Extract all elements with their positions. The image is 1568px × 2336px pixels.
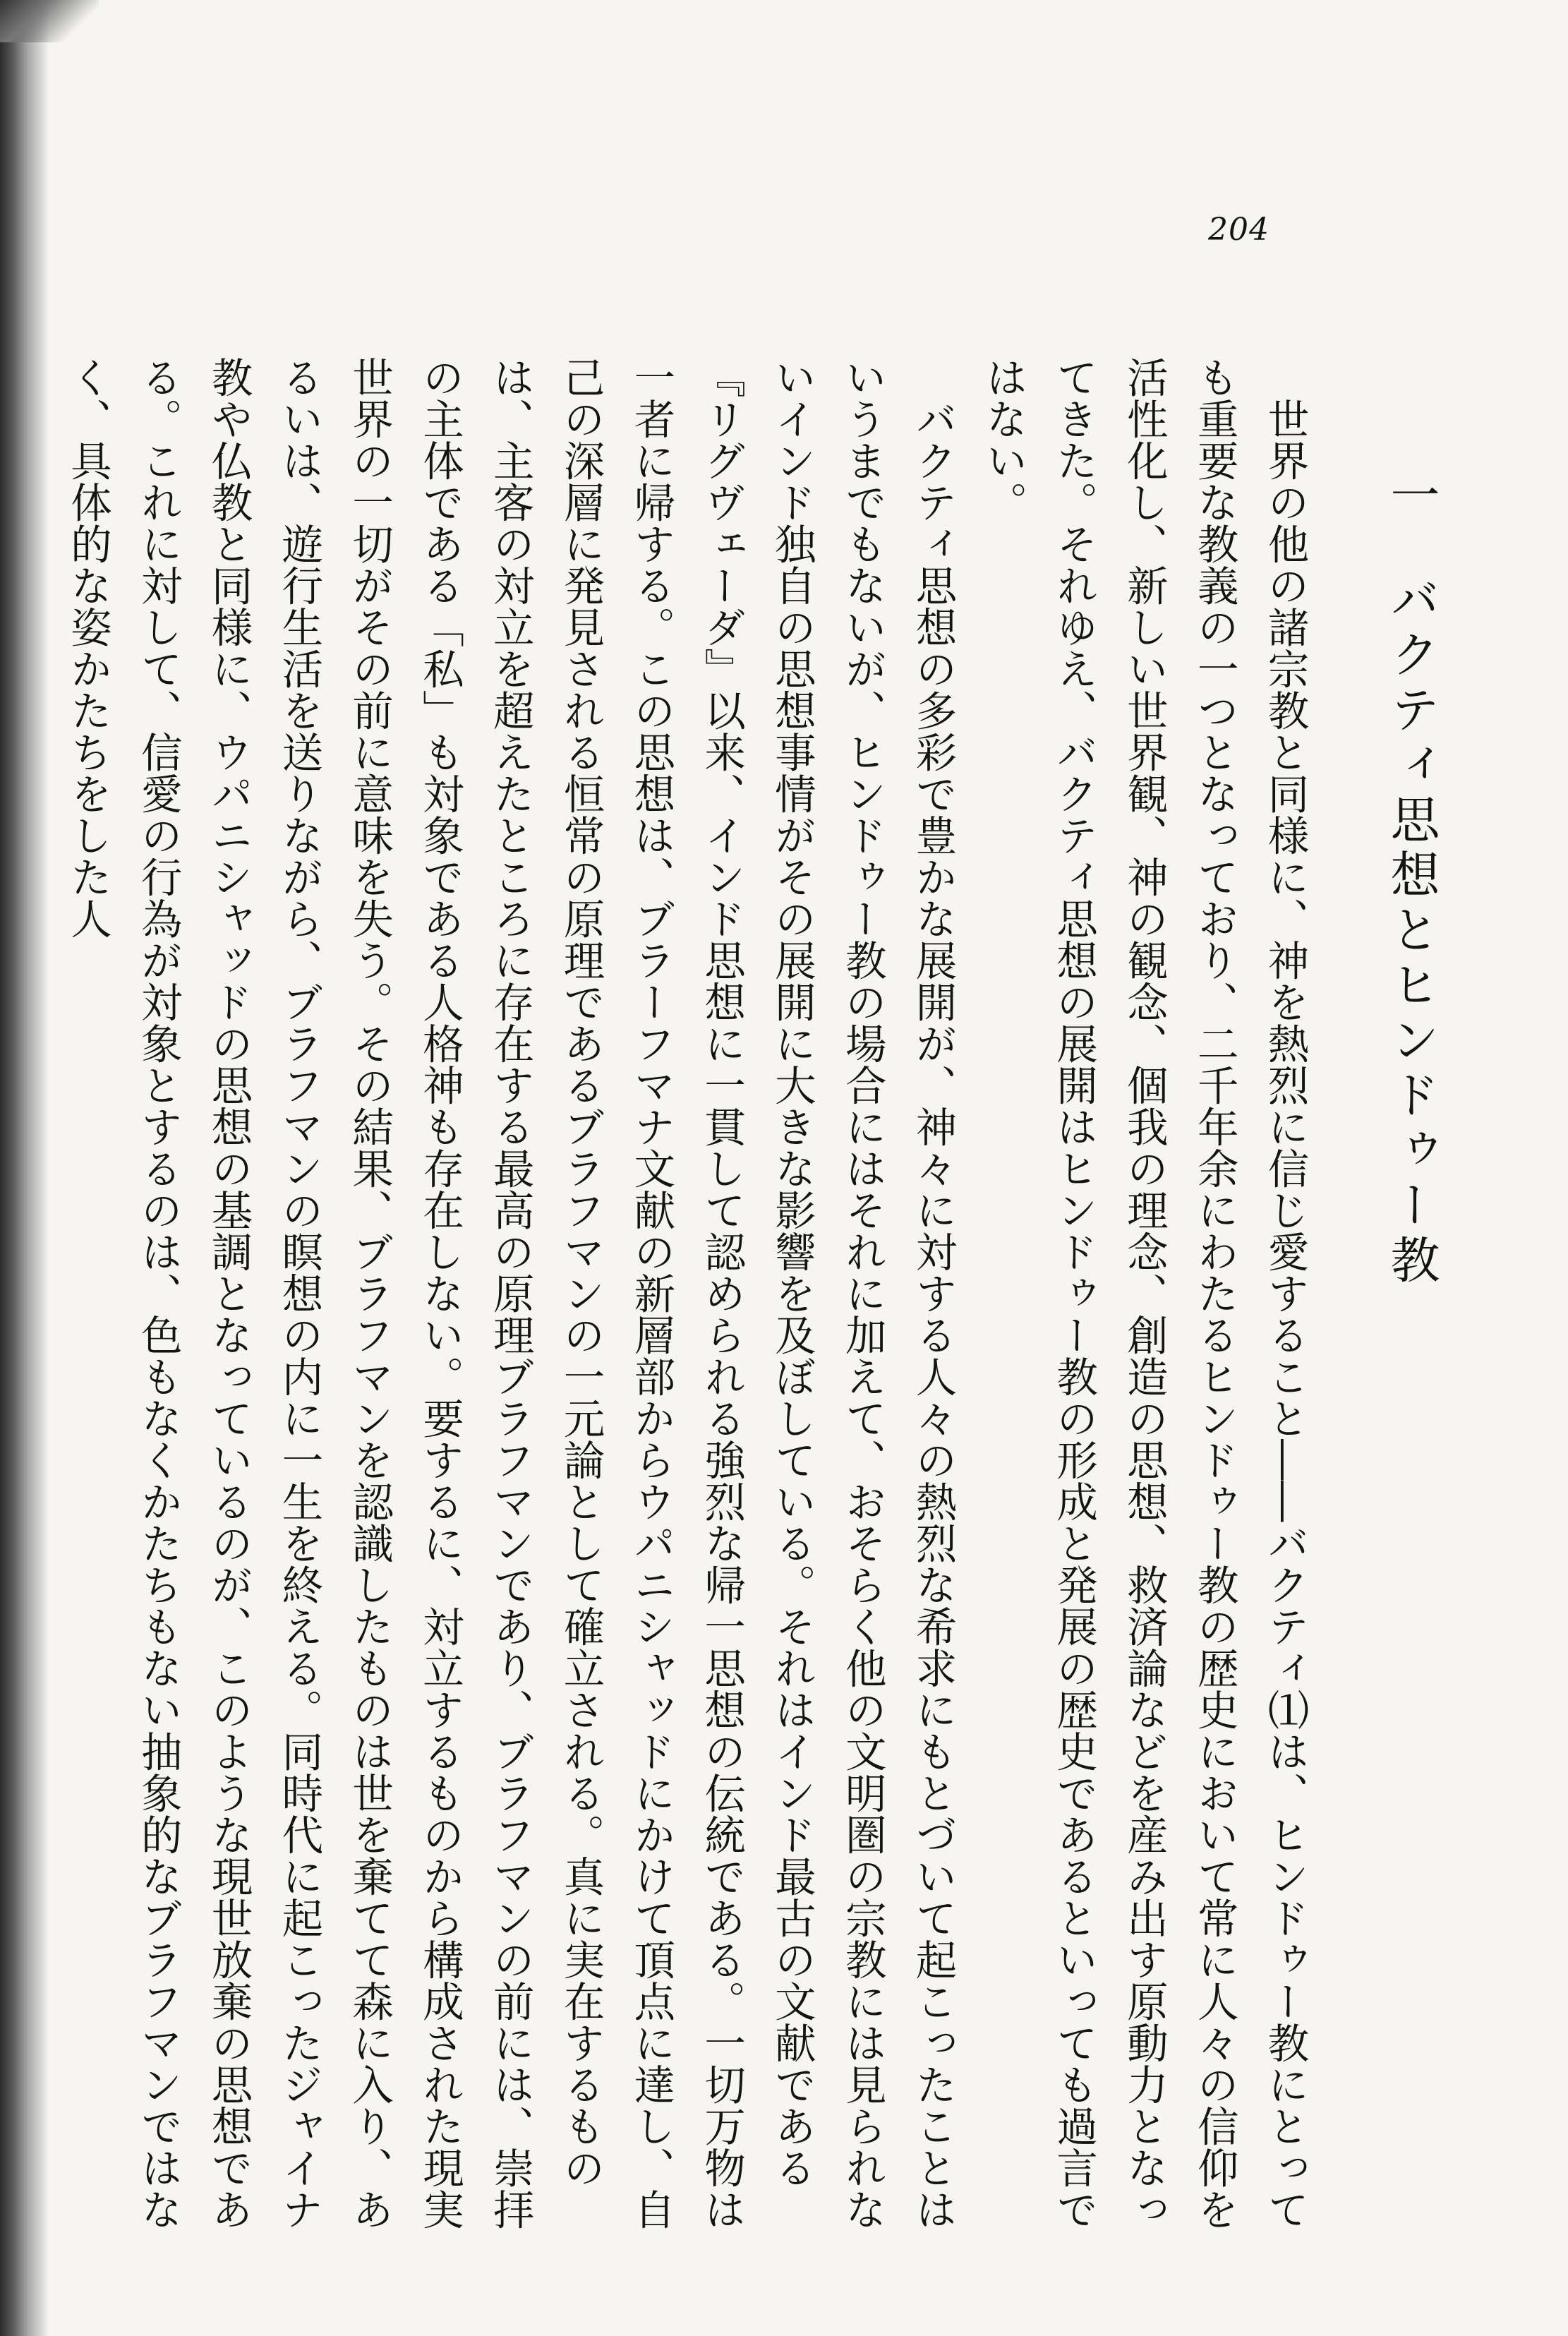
page-number: 204: [1208, 212, 1270, 248]
chapter-number: 一: [1382, 469, 1440, 524]
scan-corner-shadow: [0, 0, 99, 42]
paragraph-2: バクティ思想の多彩で豊かな展開が、神々に対する人々の熱烈な希求にもとづいて起こったことはいうまでもないが、ヒンドゥー教の場合にはそれに加えて、おそらく他の文明圏の宗教には見られないインド独自の思想事情がその展開に大きな影響を及ぼしている。それはインド最古の文献である『リグヴェーダ』以来、インド思想に一貫して認められる強烈な帰一思想の伝統である。一切万物は一者に帰する。この思想は、ブラーフマナ文献の新層部からウパニシャッドにかけて頂点に達し、自己の深層に発見される恒常の原理であるブラフマンの一元論として確立される。真に実在するものは、主客の対立を超えたところに存在する最高の原理ブラフマンであり、ブラフマンの前には、崇拝の主体である「私」も対象である人格神も存在しない。要するに、対立するものから構成された現実世界の一切がその前に意味を失う。その結果、ブラフマンを認識したものは世を棄てて森に入り、あるいは、遊行生活を送りながら、ブラフマンの瞑想の内に一生を終える。同時代に起こったジャイナ教や仏教と同様に、ウパニシャッドの思想の基調となっているのが、このような現世放棄の思想である。これに対して、信愛の行為が対象とするのは、色もなくかたちもない抽象的なブラフマンではなく、具体的な姿かたちをした人: [64, 356, 958, 2230]
scan-edge-shadow: [0, 0, 49, 2336]
page-body: [64, 356, 1447, 2262]
chapter-title: バクティ思想とヒンドゥー教: [1382, 574, 1440, 1289]
chapter-heading: [1376, 356, 1447, 2262]
paragraph-1: 世界の他の諸宗教と同様に、神を熱烈に信じ愛すること――バクティ⑴は、ヒンドゥー教にとっても重要な教義の一つとなっており、二千年余にわたるヒンドゥー教の歴史において常に人々の信仰を活性化し、新しい世界観、神の観念、個我の理念、創造の思想、救済論などを産み出す原動力となってきた。それゆえ、バクティ思想の展開はヒンドゥー教の形成と発展の歴史であるといっても過言ではない。: [979, 356, 1309, 2230]
